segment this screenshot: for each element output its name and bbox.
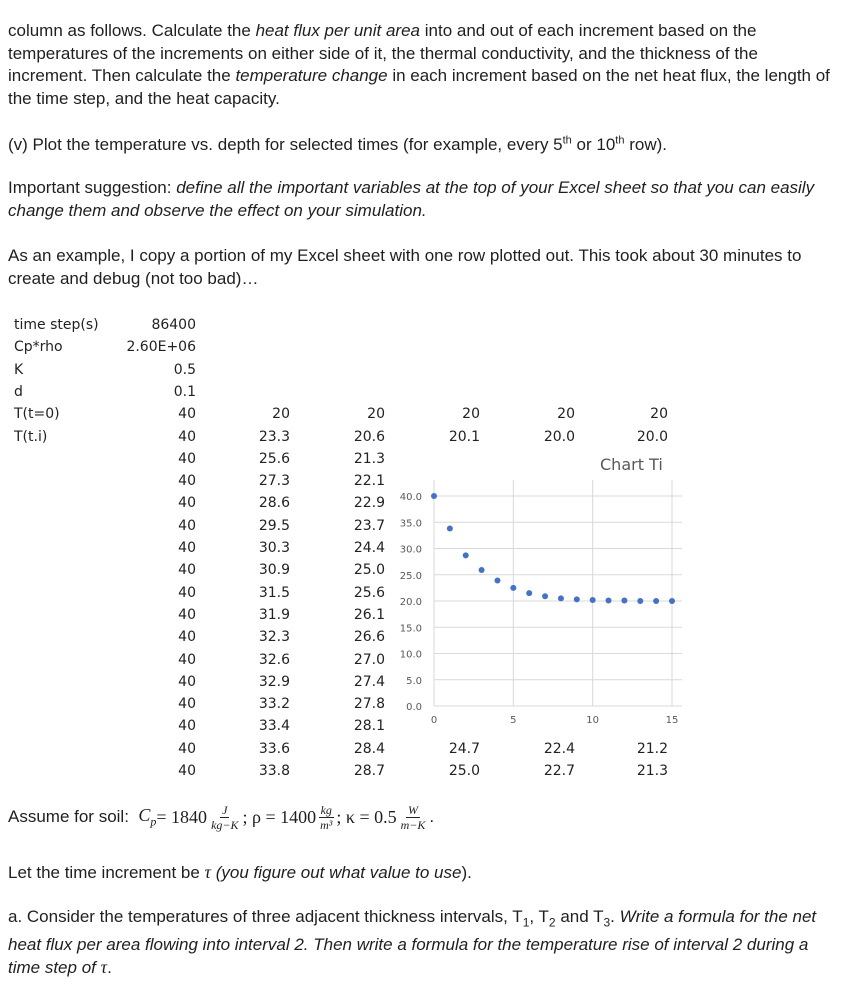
part-a-end: . <box>107 958 112 978</box>
part-a-text: and T <box>555 907 604 926</box>
param-value: 86400 <box>151 317 196 333</box>
suggestion-paragraph <box>8 177 838 222</box>
sheet-cell: 25.6 <box>258 450 290 467</box>
intro-emphasis: temperature change <box>235 66 388 85</box>
param-label: K <box>14 361 24 378</box>
x-tick-label: 0 <box>430 715 438 725</box>
x-tick-label: 15 <box>665 715 679 725</box>
tau-emphasis: (you figure out what value to use <box>211 863 462 882</box>
sheet-cell: 29.5 <box>258 517 290 534</box>
y-tick-label: 20.0 <box>399 597 422 608</box>
example-paragraph: As an example, I copy a portion of my Excel sheet with one row plotted out. This took about 30 minutes to create and debug (not too bad)… <box>8 246 802 288</box>
y-tick-label: 15.0 <box>399 623 422 635</box>
sheet-cell: 22.7 <box>543 763 575 779</box>
fraction-numerator: kg <box>320 802 332 817</box>
sheet-cell: 27.3 <box>258 473 290 490</box>
sheet-cell: 33.2 <box>258 696 290 713</box>
sheet-cell: 25.0 <box>353 562 385 579</box>
sheet-cell: 40 <box>178 473 196 490</box>
data-point <box>479 567 485 573</box>
sheet-cell: 20.1 <box>448 428 480 445</box>
fraction-numerator: W <box>408 802 419 817</box>
rho-value: ; ρ = 1400 <box>242 806 317 827</box>
intro-text: in each increment based on the net heat flux, the length of the time step, and the heat capacity. <box>8 66 830 108</box>
suggestion-lead: Important suggestion: <box>8 178 177 197</box>
row-label: T(t=0) <box>14 406 60 423</box>
sheet-cell: 23.3 <box>258 428 290 445</box>
sheet-cell: 20 <box>557 406 575 423</box>
sheet-cell: 40 <box>178 406 196 423</box>
x-tick-label: 5 <box>510 715 517 725</box>
sheet-cell: 24.7 <box>448 740 480 757</box>
sheet-cell: 40 <box>178 629 196 646</box>
sheet-cell: 31.9 <box>258 606 290 623</box>
data-point <box>510 585 516 591</box>
superscript: th <box>562 134 572 147</box>
sheet-cell: 40 <box>178 428 196 445</box>
fraction-numerator: J <box>222 802 228 817</box>
sheet-cell: 20.6 <box>353 428 385 445</box>
sheet-cell: 27.4 <box>353 673 385 690</box>
sheet-cell: 30.9 <box>258 562 290 579</box>
sheet-cell: 27.0 <box>353 651 385 668</box>
sheet-cell: 21.2 <box>636 740 668 757</box>
cp-symbol <box>138 805 156 830</box>
data-point <box>447 526 453 532</box>
part-a-emphasis: Write a formula for the net heat flux per area flowing into interval 2. Then write a formula for the temperature rise of interval 2 during a time step of <box>8 907 817 978</box>
step-v-text: (v) Plot the temperature vs. depth for selected times (for example, every 5 <box>8 135 563 154</box>
subscript: 2 <box>548 915 556 930</box>
data-point <box>669 598 675 604</box>
sheet-cell: 40 <box>178 696 196 713</box>
suggestion-emphasis: define all the important variables at the top of your Excel sheet so that you can easily change them and observe the effect on your simulation. <box>8 178 815 220</box>
part-a-text: . <box>610 907 620 926</box>
sheet-cell: 32.6 <box>258 651 290 668</box>
data-point <box>463 552 469 558</box>
sheet-cell: 40 <box>178 517 196 534</box>
sheet-cell: 22.1 <box>353 473 385 490</box>
data-point <box>526 590 532 596</box>
fraction-denominator: m−K <box>400 817 426 832</box>
sheet-cell: 40 <box>178 450 196 467</box>
sheet-cell: 28.4 <box>353 740 385 757</box>
data-point <box>494 578 500 584</box>
sheet-cell: 32.3 <box>258 629 290 646</box>
superscript: th <box>615 134 625 147</box>
soil-assumption <box>8 797 434 837</box>
rho-units <box>318 803 334 832</box>
kappa-value: ; κ = 0.5 <box>336 806 397 827</box>
subscript: 3 <box>603 915 611 930</box>
param-label: time step(s) <box>14 317 99 333</box>
sheet-cell: 26.1 <box>353 606 385 623</box>
sheet-cell: 40 <box>178 763 196 779</box>
sheet-cell: 30.3 <box>258 540 290 556</box>
param-label: d <box>14 383 23 400</box>
y-tick-label: 25.0 <box>399 570 422 582</box>
sheet-cell: 33.6 <box>258 740 290 757</box>
tau-lead: Let the time increment be <box>8 863 205 882</box>
tau-paragraph <box>8 861 838 885</box>
step-v-paragraph <box>8 134 838 157</box>
sheet-cell: 40 <box>178 718 196 735</box>
sheet-cell: 20 <box>272 406 290 423</box>
sheet-cell: 21.3 <box>636 763 668 779</box>
y-tick-label: 40.0 <box>399 492 422 503</box>
y-tick-label: 10.0 <box>399 649 422 661</box>
data-point <box>621 597 627 603</box>
soil-end: . <box>429 807 435 826</box>
sheet-cell: 23.7 <box>353 517 385 534</box>
sheet-cell: 21.3 <box>353 450 385 467</box>
y-tick-label: 0.0 <box>406 702 422 713</box>
sheet-cell: 20 <box>367 406 385 423</box>
sheet-cell: 24.4 <box>353 540 385 556</box>
part-a-text: a. Consider the temperatures of three adjacent thickness intervals, T <box>8 907 523 926</box>
intro-emphasis: heat flux per unit area <box>255 21 421 40</box>
kappa-units <box>399 803 428 832</box>
cp-letter: C <box>138 804 151 825</box>
sheet-cell: 33.4 <box>258 718 290 735</box>
data-point <box>542 593 548 599</box>
sheet-cell: 22.9 <box>353 495 385 512</box>
param-value: 0.5 <box>173 361 196 378</box>
tau-symbol: τ <box>204 862 211 882</box>
sheet-cell: 20 <box>462 406 480 423</box>
sheet-cell: 32.9 <box>258 673 290 690</box>
sheet-cell: 40 <box>178 540 196 556</box>
step-v-text: or 10 <box>571 135 616 154</box>
sheet-cell: 31.5 <box>258 584 290 601</box>
data-point <box>590 597 596 603</box>
intro-text: column as follows. Calculate the <box>8 21 256 40</box>
cp-units <box>209 803 240 832</box>
data-point <box>574 596 580 602</box>
sheet-cell: 20 <box>650 406 668 423</box>
sheet-cell: 33.8 <box>258 763 290 779</box>
row-label: T(t.i) <box>14 428 48 445</box>
cp-value: = 1840 <box>156 806 208 827</box>
param-value: 0.1 <box>173 383 196 400</box>
intro-text: into and out of each increment based on the temperatures of the increments on either side of it, the thermal conductivity, and the thickness of the increment. Then calculate the <box>8 21 758 85</box>
sheet-cell: 40 <box>178 673 196 690</box>
tau-end: ). <box>461 863 472 882</box>
intro-paragraph <box>8 20 838 110</box>
sheet-cell: 28.7 <box>353 763 385 779</box>
cp-subscript: p <box>150 814 157 829</box>
param-label: Cp*rho <box>14 339 63 356</box>
sheet-cell: 40 <box>178 584 196 601</box>
y-tick-label: 35.0 <box>399 518 422 530</box>
sheet-cell: 40 <box>178 651 196 668</box>
sheet-cell: 28.1 <box>353 718 385 735</box>
chart-title: Chart Ti <box>600 455 663 474</box>
y-tick-label: 30.0 <box>399 544 422 556</box>
scatter-chart <box>392 480 682 725</box>
sheet-cell: 25.0 <box>448 763 480 779</box>
data-point <box>558 595 564 601</box>
sheet-cell: 40 <box>178 606 196 623</box>
sheet-cell: 20.0 <box>636 428 668 445</box>
y-tick-label: 5.0 <box>406 675 422 687</box>
part-a-paragraph <box>8 906 838 980</box>
sheet-cell: 22.4 <box>543 740 575 757</box>
sheet-cell: 20.0 <box>543 428 575 445</box>
sheet-cell: 25.6 <box>353 584 385 601</box>
x-tick-label: 10 <box>586 715 600 725</box>
data-point <box>653 598 659 604</box>
sheet-cell: 40 <box>178 740 196 757</box>
fraction-denominator: kg−K <box>211 817 239 832</box>
sheet-cell: 28.6 <box>258 495 290 512</box>
data-point <box>606 597 612 603</box>
sheet-cell: 40 <box>178 495 196 512</box>
tau-symbol: τ <box>100 957 108 978</box>
sheet-cell: 40 <box>178 562 196 579</box>
subscript: 1 <box>522 915 530 930</box>
fraction-denominator: m³ <box>320 817 333 832</box>
sheet-cell: 26.6 <box>353 629 385 646</box>
soil-lead: Assume for soil: <box>8 807 129 826</box>
step-v-text: row). <box>624 135 667 154</box>
part-a-text: , T <box>529 907 549 926</box>
sheet-cell: 27.8 <box>353 696 385 713</box>
param-value: 2.60E+06 <box>126 339 196 356</box>
data-point <box>431 493 437 499</box>
data-point <box>637 598 643 604</box>
